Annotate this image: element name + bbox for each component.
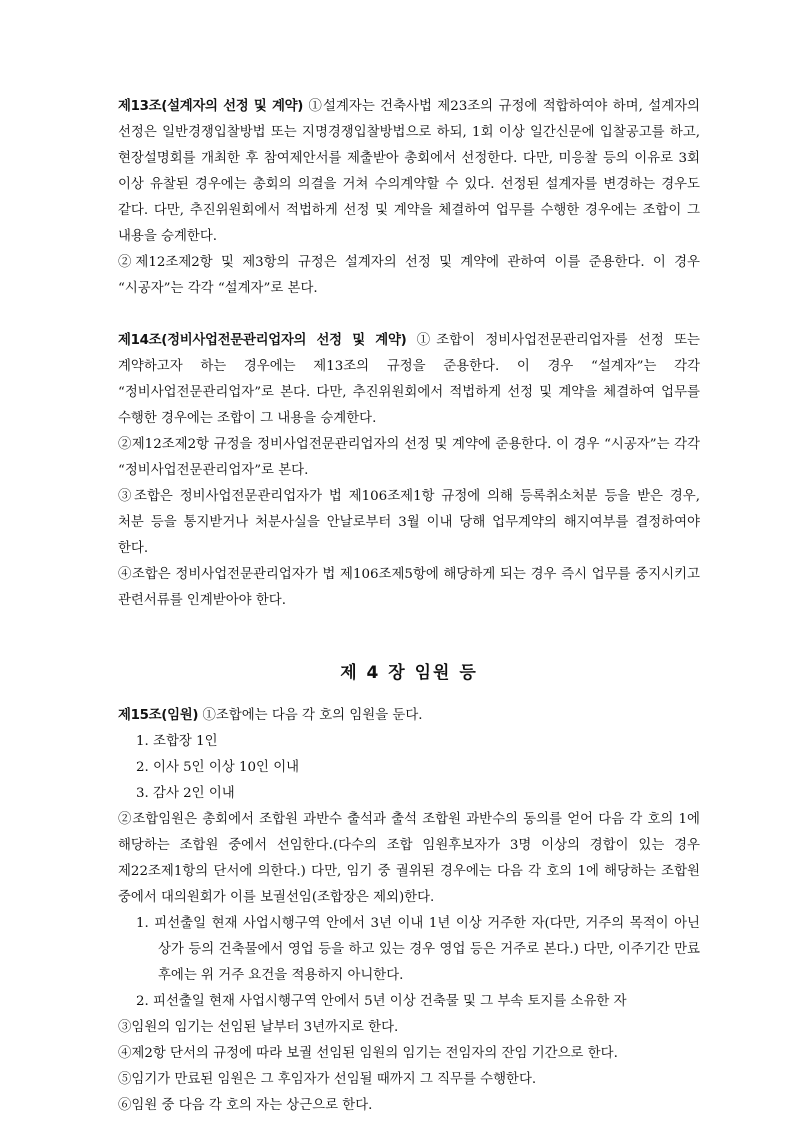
article-14-para-4: ④조합은 정비사업전문관리업자가 법 제106조제5항에 해당하게 되는 경우 즉시 업무를 중지시키고 관련서류를 인계받아야 한다. [118,567,700,608]
list-item: 2. 이사 5인 이상 10인 이내 [136,760,300,775]
article-14-para-3: ③조합은 정비사업전문관리업자가 법 제106조제1항 규정에 의해 등록취소처분 등을 받은 경우, 처분 등을 통지받거나 처분사실을 안날로부터 3월 이내 당해 업무계약의 해지여부를 결정하여야 한다. [118,489,700,556]
article-13-para-1: ①설계자는 건축사법 제23조의 규정에 적합하여야 하며, 설계자의 선정은 일반경쟁입찰방법 또는 지명경쟁입찰방법으로 하되, 1회 이상 일간신문에 입찰공고를 하고, 현장설명회를 개최한 후 참여제안서를 제출받아 총회에서 선정한다. 다만, 미응찰 등의 이유로 3회 이상 유찰된 경우에는 총회의 의결을 거쳐 수의계약할 수 있다. 선정된 설계자를 변경하는 경우도 같다. 다만, 추진위원회에서 적법하게 선정 및 계약을 체결하여 업무를 수행한 경우에는 조합이 그 내용을 승계한다. [118,99,700,244]
article-15-sub-1: 1. 피선출일 현재 사업시행구역 안에서 3년 이내 1년 이상 거주한 자(다만, 거주의 목적이 아닌 상가 등의 건축물에서 영업 등을 하고 있는 경우 영업 등은 거주로 본다.) 다만, 이주기간 만료 후에는 위 거주 요건을 적용하지 아니한다. [136,916,700,983]
article-14 [118,328,700,432]
article-15-para-3: ③임원의 임기는 선임된 날부터 3년까지로 한다. [118,1020,399,1035]
spacer [118,302,700,328]
article-15-para-4: ④제2항 단서의 규정에 따라 보궐 선임된 임원의 임기는 전임자의 잔임 기간으로 한다. [118,1046,618,1061]
article-15-para-2: ②조합임원은 총회에서 조합원 과반수 출석과 출석 조합원 과반수의 동의를 얻어 다음 각 호의 1에 해당하는 조합원 중에서 선임한다.(다수의 조합 임원후보자가 3명 이상의 경합이 있는 경우 제22조제1항의 단서에 의한다.) 다만, 임기 중 궐위된 경우에는 다음 각 호의 1에 해당하는 조합원 중에서 대의원회가 이를 보궐선임(조합장은 제외)한다. [118,812,700,905]
article-15-para-6: ⑥임원 중 다음 각 호의 자는 상근으로 한다. [118,1098,373,1113]
article-14-title: 제14조(정비사업전문관리업자의 선정 및 계약) [118,333,407,348]
article-15-intro: ①조합에는 다음 각 호의 임원을 둔다. [202,708,423,723]
article-13-para-2: ②제12조제2항 및 제3항의 규정은 설계자의 선정 및 계약에 관하여 이를 준용한다. 이 경우 “시공자”는 각각 “설계자”로 본다. [118,255,700,296]
list-item: 3. 감사 2인 이내 [136,786,235,801]
article-15 [118,703,700,729]
article-14-para-1: ①조합이 정비사업전문관리업자를 선정 또는 계약하고자 하는 경우에는 제13조의 규정을 준용한다. 이 경우 “설계자”는 각각 “정비사업전문관리업자”로 본다. 다만, 추진위원회에서 적법하게 선정 및 계약을 체결하여 업무를 수행한 경우에는 조합이 그 내용을 승계한다. [118,333,700,426]
article-13-title: 제13조(설계자의 선정 및 계약) [118,99,304,114]
article-15-sub-2: 2. 피선출일 현재 사업시행구역 안에서 5년 이상 건축물 및 그 부속 토지를 소유한 자 [136,994,627,1009]
article-13 [118,94,700,250]
article-15-title: 제15조(임원) [118,708,199,723]
article-15-para-5: ⑤임기가 만료된 임원은 그 후임자가 선임될 때까지 그 직무를 수행한다. [118,1072,537,1087]
article-14-para-2: ②제12조제2항 규정을 정비사업전문관리업자의 선정 및 계약에 준용한다. 이 경우 “시공자”는 각각 “정비사업전문관리업자”로 본다. [118,437,700,478]
chapter-heading: 제 4 장 임원 등 [340,663,478,683]
list-item: 1. 조합장 1인 [136,734,218,749]
document-page [118,94,700,1119]
